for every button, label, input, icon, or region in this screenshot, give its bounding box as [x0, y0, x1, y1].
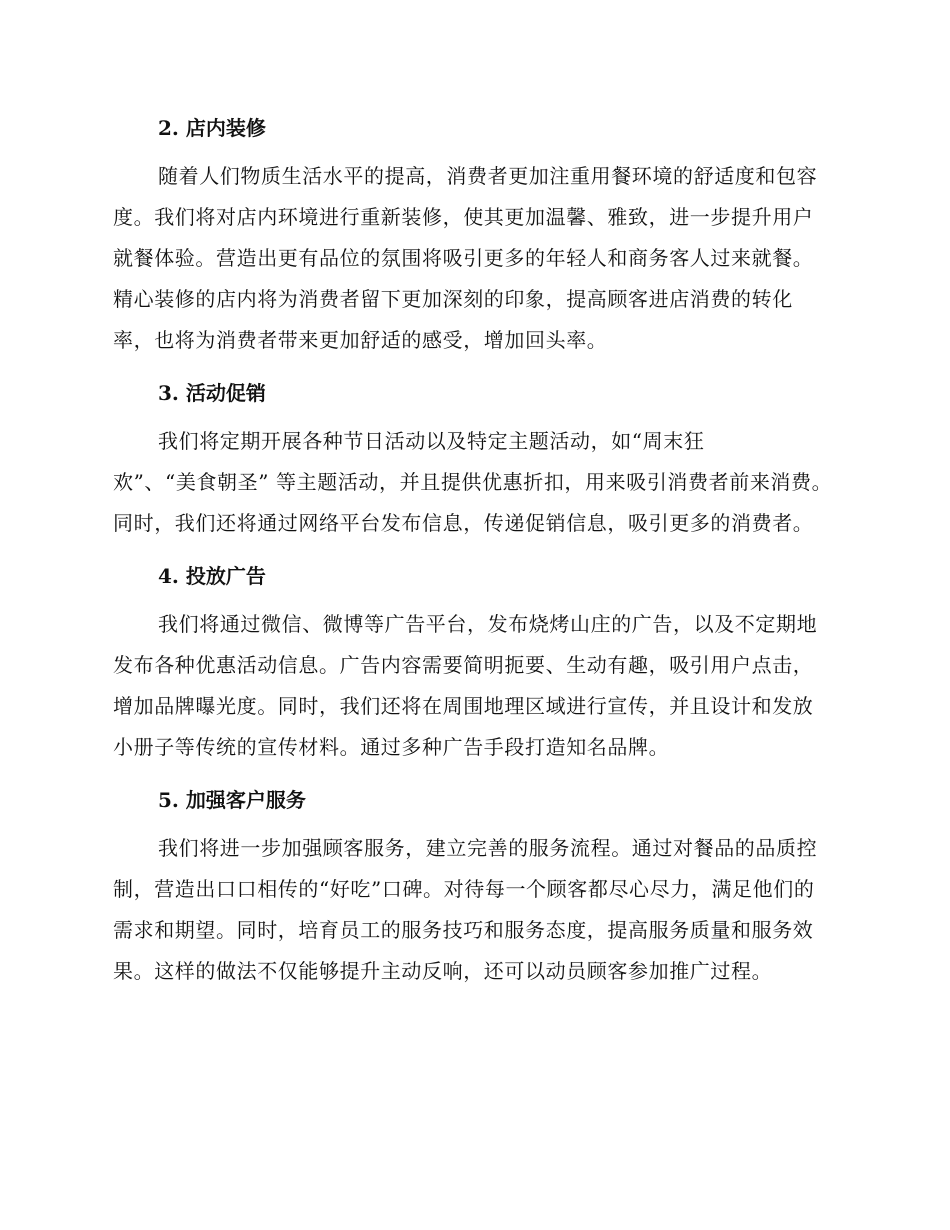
section-heading-promotion: 3. 活动促销 [158, 381, 266, 405]
section-paragraph-customer-service: 我们将进一步加强顾客服务，建立完善的服务流程。通过对餐品的品质控制，营造出口口相传的“好吃”口碑。对待每一个顾客都尽心尽力，满足他们的需求和期望。同时，培育员工的服务技巧和服务态度，提高服务质量和服务效果。这样的做法不仅能够提升主动反响，还可以动员顾客参加推广过程。 [113, 836, 818, 983]
section-paragraph-promotion [113, 421, 833, 544]
section-heading-advertising: 4. 投放广告 [158, 564, 266, 588]
section-heading-store-renovation: 2. 店内装修 [158, 116, 266, 140]
document-body [113, 108, 833, 1004]
section-heading-customer-service: 5. 加强客户服务 [158, 788, 306, 812]
section-paragraph-advertising: 我们将通过微信、微博等广告平台，发布烧烤山庄的广告，以及不定期地发布各种优惠活动信息。广告内容需要简明扼要、生动有趣，吸引用户点击，增加品牌曝光度。同时，我们还将在周围地理区域进行宣传，并且设计和发放小册子等传统的宣传材料。通过多种广告手段打造知名品牌。 [113, 612, 818, 759]
section-paragraph-store-renovation: 随着人们物质生活水平的提高，消费者更加注重用餐环境的舒适度和包容度。我们将对店内环境进行重新装修，使其更加温馨、雅致，进一步提升用户就餐体验。营造出更有品位的氛围将吸引更多的年轻人和商务客人过来就餐。精心装修的店内将为消费者留下更加深刻的印象，提高顾客进店消费的转化率，也将为消费者带来更加舒适的感受，增加回头率。 [113, 164, 818, 352]
section-paragraph-promotion-line-1: 我们将定期开展各种节日活动以及特定主题活动，如“周末狂 [158, 429, 705, 453]
section-paragraph-promotion-line-2: 欢”、“美食朝圣” 等主题活动，并且提供优惠折扣，用来吸引消费者前来消费。同时，我们还将通过网络平台发布信息，传递促销信息，吸引更多的消费者。 [113, 470, 833, 535]
